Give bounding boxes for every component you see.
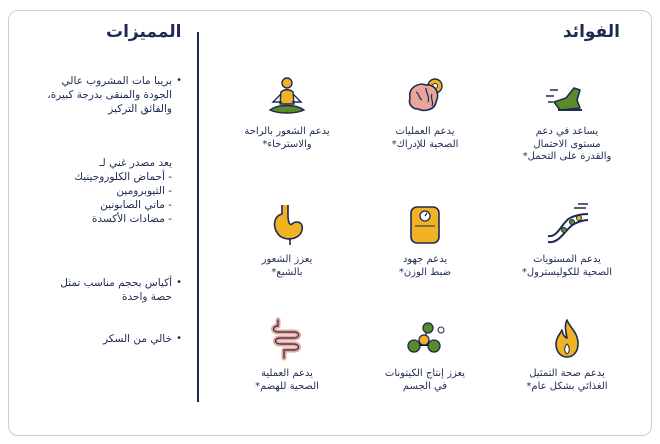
- benefit-digestion: يدعم العملية الصحية للهضم*: [232, 316, 342, 393]
- benefit-endurance: يساعد في دعم مستوى الاحتمال والقدرة على التحمل*: [512, 74, 622, 164]
- benefit-ketones: يعزز إنتاج الكيتونات في الجسم: [370, 316, 480, 393]
- feature-item: • أكياس بحجم مناسب تمثل حصة واحدة: [60, 277, 182, 303]
- intestine-icon: [264, 316, 310, 362]
- brain-gears-icon: [402, 74, 448, 120]
- features-title: المميزات: [106, 22, 182, 42]
- cholesterol-vessel-icon: [544, 202, 590, 248]
- bullet-icon: •: [176, 277, 182, 288]
- stomach-icon: [264, 202, 310, 248]
- ketone-molecules-icon: [402, 316, 448, 362]
- weight-scale-icon: [402, 202, 448, 248]
- feature-item: • خالي من السكر: [102, 333, 182, 345]
- benefit-cholesterol: يدعم المستويات الصحية للكوليسترول*: [512, 202, 622, 279]
- metabolism-flame-icon: [544, 316, 590, 362]
- column-divider: [197, 32, 199, 402]
- feature-item: • بريبا مات المشروب عالي الجودة والمنقى بدرجة كبيرة، والفائق التركيز: [47, 75, 182, 115]
- benefits-title: الفوائد: [562, 22, 620, 42]
- feature-item: يعد مصدر غني لـ - أحماض الكلوروجينيك - الثيوبرومين - ماتي الصابونين - مضادات الأكسدة: [74, 157, 172, 225]
- benefit-relaxation: يدعم الشعور بالراحة والاسترخاء*: [232, 74, 342, 151]
- meditation-icon: [264, 74, 310, 120]
- bullet-icon: •: [176, 333, 182, 344]
- benefit-weight: يدعم جهود ضبط الوزن*: [370, 202, 480, 279]
- bullet-icon: •: [176, 75, 182, 86]
- benefit-satiety: يعزز الشعور بالشبع*: [232, 202, 342, 279]
- benefit-metabolism: يدعم صحة التمثيل الغذائي بشكل عام*: [512, 316, 622, 393]
- running-shoe-icon: [544, 74, 590, 120]
- benefit-cognition: يدعم العمليات الصحية للإدراك*: [370, 74, 480, 151]
